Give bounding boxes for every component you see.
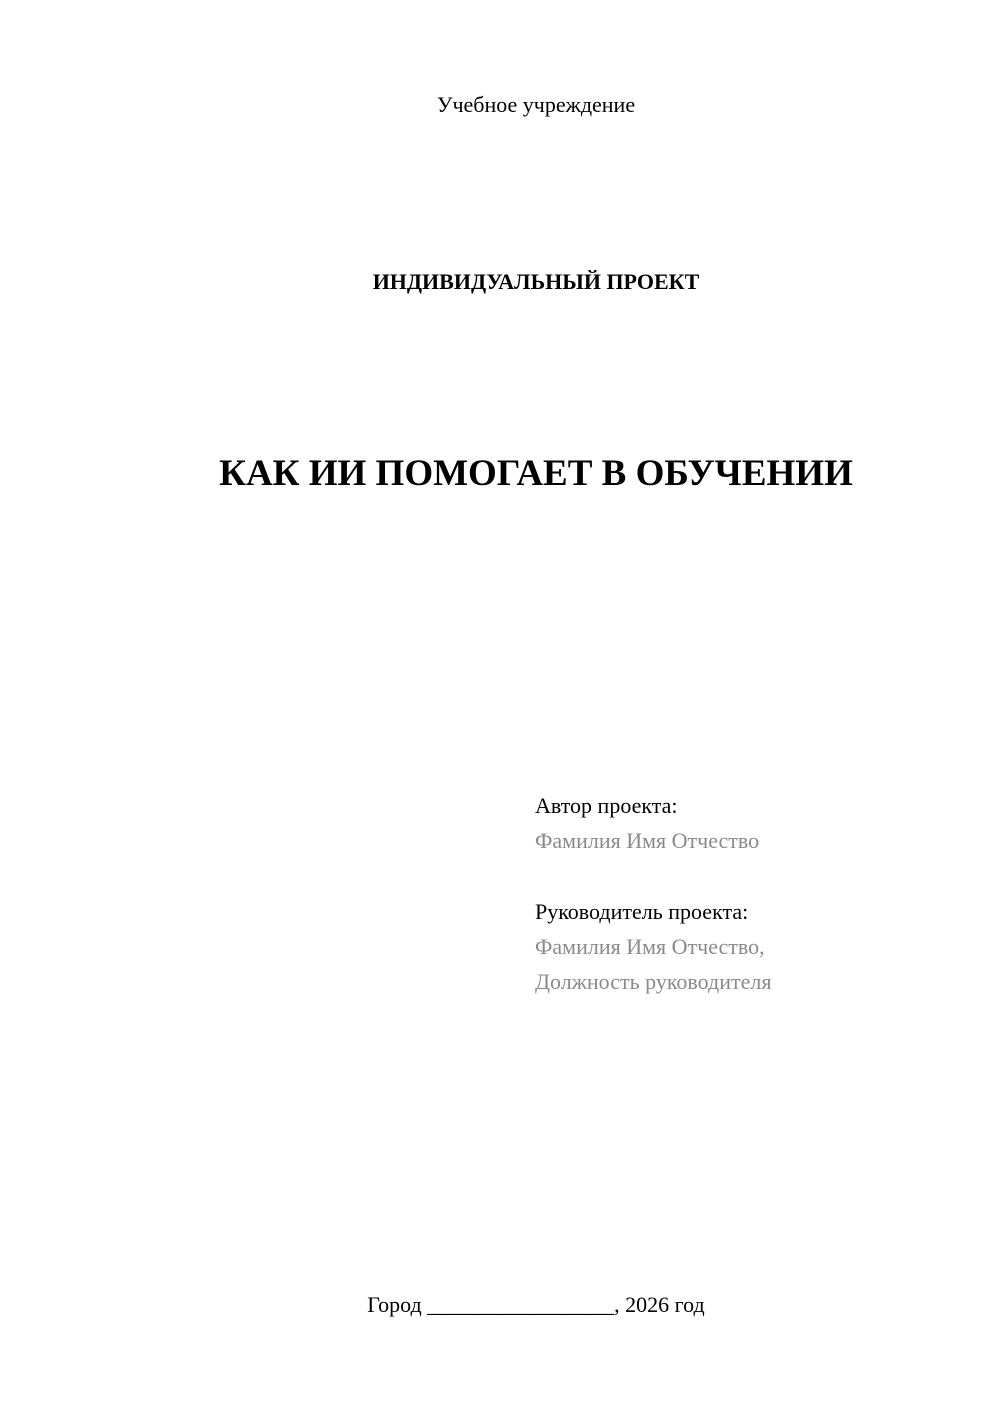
author-label: Автор проекта: <box>535 793 678 818</box>
project-title: КАК ИИ ПОМОГАЕТ В ОБУЧЕНИИ <box>219 453 853 494</box>
author-name: Фамилия Имя Отчество <box>535 828 760 853</box>
supervisor-name: Фамилия Имя Отчество, <box>535 934 765 959</box>
supervisor-position: Должность руководителя <box>535 969 772 994</box>
city-year-line <box>0 1290 1000 1320</box>
document-type: ИНДИВИДУАЛЬНЫЙ ПРОЕКТ <box>372 269 700 294</box>
year-text: , 2026 год <box>614 1292 705 1317</box>
institution-name: Учебное учреждение <box>436 92 636 117</box>
supervisor-label: Руководитель проекта: <box>535 899 749 924</box>
project-credits <box>535 788 975 999</box>
credits-spacer <box>535 858 975 894</box>
city-label: Город <box>367 1292 422 1317</box>
city-blank: _________________ <box>427 1292 615 1317</box>
